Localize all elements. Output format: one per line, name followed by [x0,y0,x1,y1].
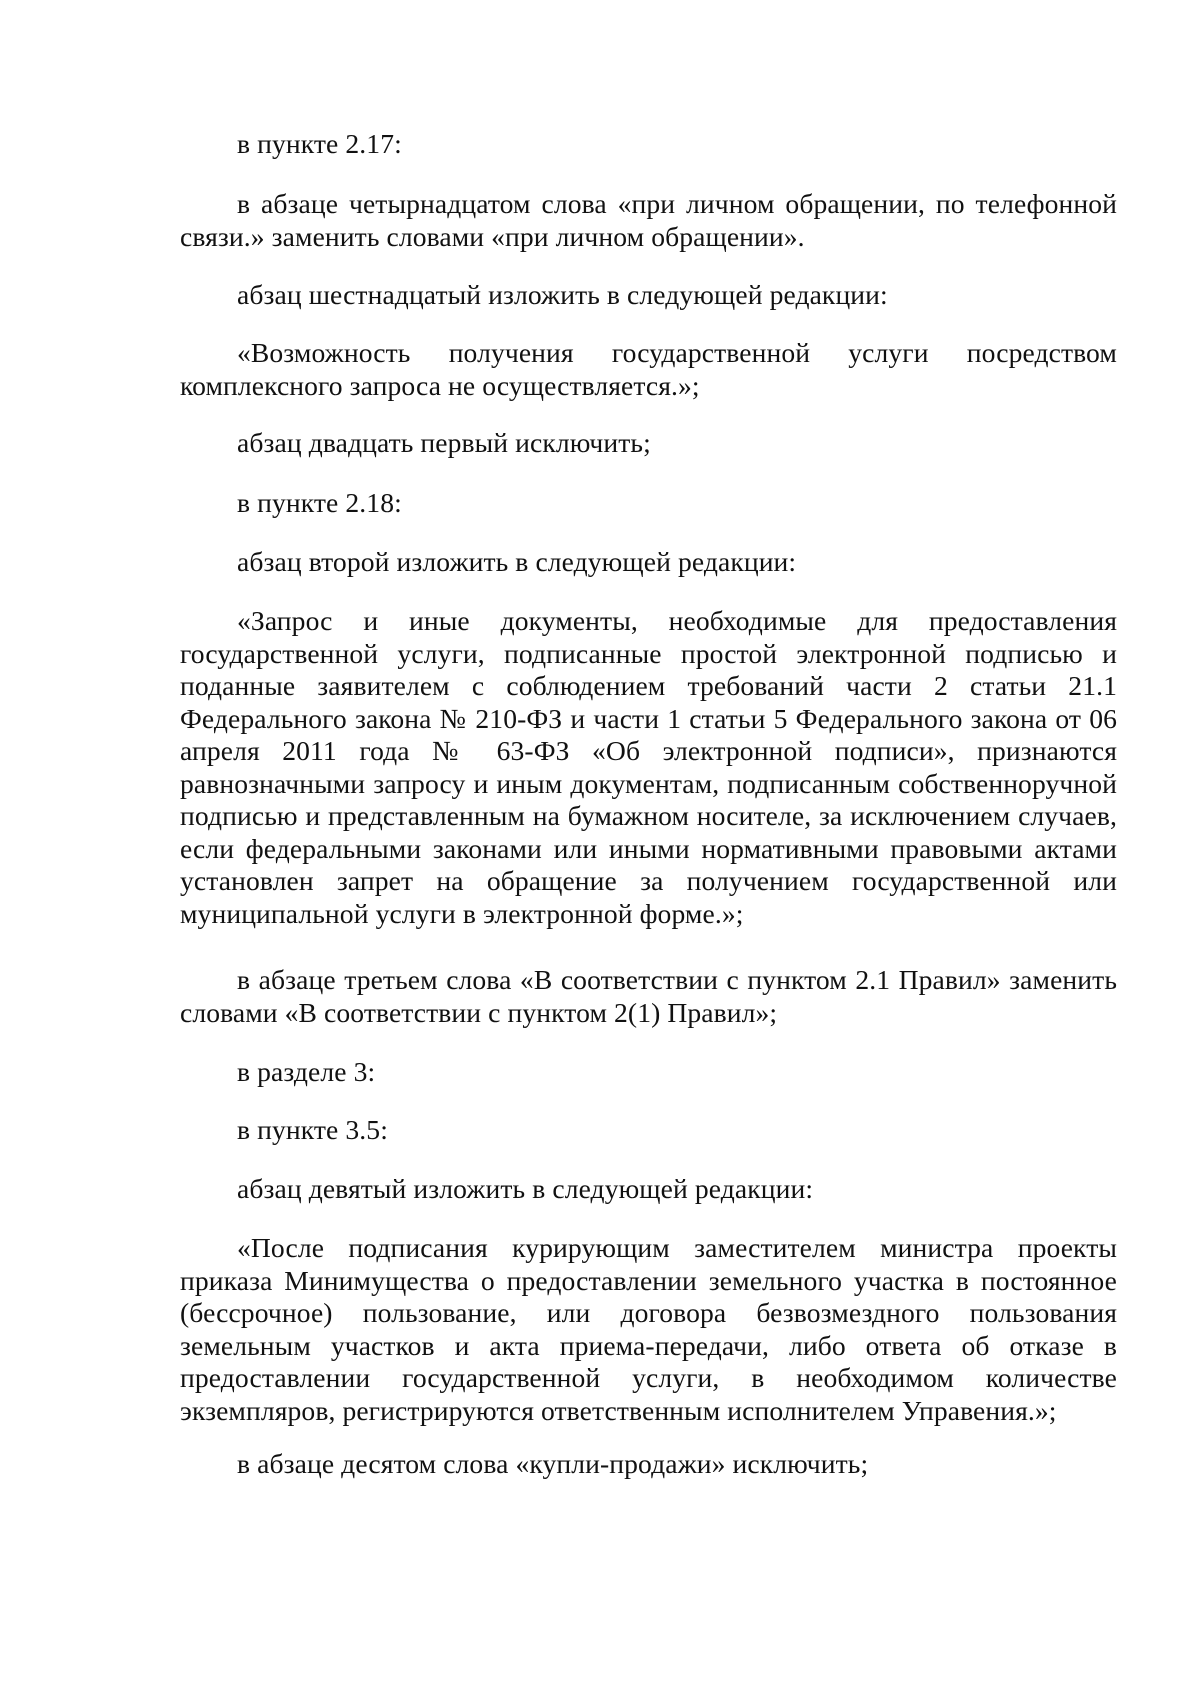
paragraph-abzac-2-text: «Запрос и иные документы, необходимые для предоставления государственной услуги, подписанные простой электронной подписью и поданные заявителем с соблюдением требований части 2 статьи 21.1 Федерального закона № 210-ФЗ и части 1 статьи 5 Федерального закона от 06 апреля 2011 года № 63-ФЗ «Об электронной подписи», признаются равнозначными запросу и иным документам, подписанным собственноручной подписью и представленным на бумажном носителе, за исключением случаев, если федеральными законами или иными нормативными правовыми актами установлен запрет на обращение за получением государственной или муниципальной услуги в электронной форме.»; [180,605,1117,929]
paragraph-abzac-16-header: абзац шестнадцатый изложить в следующей редакции: [237,279,888,310]
paragraph-abzac-2-header: абзац второй изложить в следующей редакции: [237,546,797,577]
paragraph-abzac-16-text: «Возможность получения государственной услуги посредством комплексного запроса не осуществляется.»; [180,337,1117,401]
paragraph-point-3-5: в пункте 3.5: [237,1114,388,1145]
paragraph-point-2-18: в пункте 2.18: [237,487,402,518]
paragraph-abzac-9-header: абзац девятый изложить в следующей редакции: [237,1173,814,1204]
paragraph-abzac-14: в абзаце четырнадцатом слова «при личном обращении, по телефонной связи.» заменить словами «при личном обращении». [180,188,1117,252]
paragraph-abzac-3: в абзаце третьем слова «В соответствии с пунктом 2.1 Правил» заменить словами «В соответствии с пунктом 2(1) Правил»; [180,964,1117,1028]
paragraph-abzac-9-text: «После подписания курирующим заместителем министра проекты приказа Минимущества о предоставлении земельного участка в постоянное (бессрочное) пользование, или договора безвозмездного пользования земельным участков и акта приема-передачи, либо ответа об отказе в предоставлении государственной услуги, в необходимом количестве экземпляров, регистрируются ответственным исполнителем Управения.»; [180,1232,1117,1426]
paragraph-point-2-17: в пункте 2.17: [237,128,402,159]
paragraph-abzac-10: в абзаце десятом слова «купли-продажи» исключить; [237,1448,869,1479]
paragraph-abzac-21: абзац двадцать первый исключить; [237,427,651,458]
paragraph-section-3: в разделе 3: [237,1056,376,1087]
